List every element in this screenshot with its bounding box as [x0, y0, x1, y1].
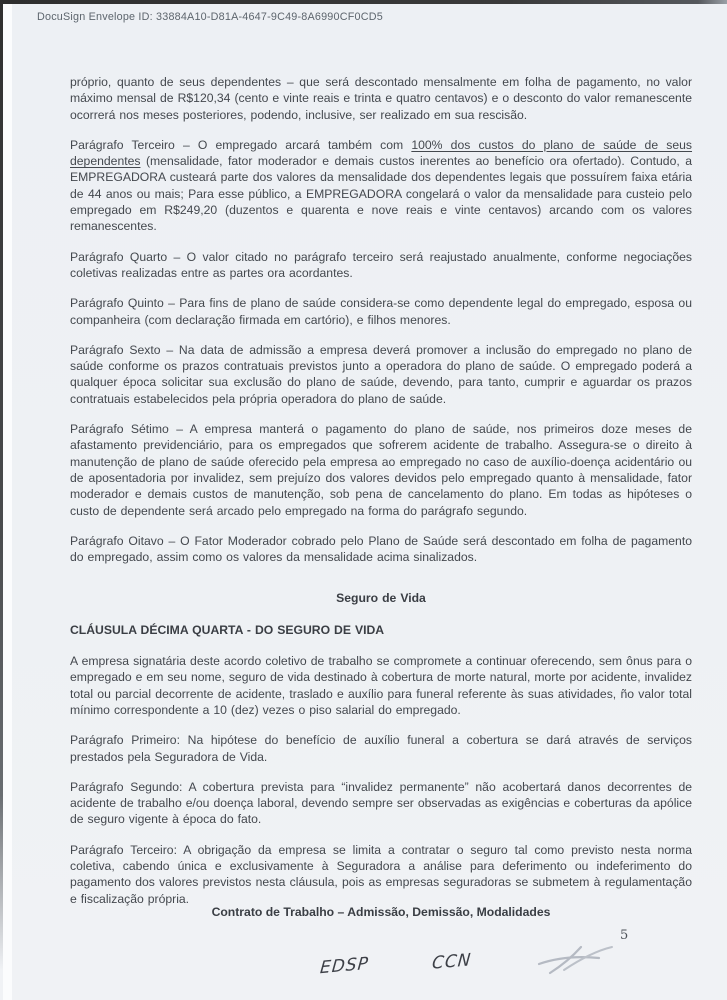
scan-edge-top	[0, 0, 727, 4]
paragrafo-quinto	[70, 295, 692, 328]
clause-heading-decima-quarta	[70, 622, 692, 638]
seguro-vida-paragrafo-segundo	[70, 779, 692, 828]
text-run: Parágrafo Sexto – Na data de admissão a empresa deverá promover a inclusão do empregado no plano de saúde conforme os prazos contratuais previstos junto a operadora do plano de saúde. O empregado poderá a qualquer época solicitar sua exclusão do plano de saúde, devendo, para tanto, cumprir e aguardar os prazos contratuais estabelecidos pela própria operadora do plano de saúde.	[70, 342, 692, 406]
page-number: 5	[620, 928, 629, 943]
handwritten-paraph-scribble-icon	[535, 942, 619, 980]
text-run: Parágrafo Sétimo – A empresa manterá o pagamento do plano de saúde, nos primeiros doze meses de afastamento previdenciário, para os empregados que sofrerem acidente de trabalho. Assegura-se o direito à manutenção de plano de saúde oferecido pela empresa ao empregado no caso de auxílio-doença acidentário ou de aposentadoria por invalidez, sem prejuízo dos valores devidos pelo empregado quanto à mensalidade, fator moderador e demais custos de manutenção, sob pena de cancelamento do plano. Em todas as hipóteses o custo de dependente será arcado pelo empregado na forma do parágrafo segundo.	[70, 422, 692, 518]
text-run: (mensalidade, fator moderador e demais custos inerentes ao benefício ora ofertado). Contudo, a EMPREGADORA custeará parte dos valores da mensalidade dos dependentes legais que possuírem faixa etária de 44 anos ou mais; Para esse público, a EMPREGADORA congelará o valor da mensalidade para custeio pelo empregado em R$249,20 (duzentos e quarenta e nove reais e vinte centavos) arcando com os valores remanescentes.	[70, 154, 692, 234]
clause-continuation-paragraph	[70, 74, 692, 123]
seguro-vida-caput	[70, 653, 692, 718]
text-run: próprio, quanto de seus dependentes – que será descontado mensalmente em folha de pagamento, no valor máximo mensal de R$120,34 (cento e vinte reais e trinta e quatro centavos) e o desconto do valor remanescente ocorrerá nos meses posteriores, podendo, inclusive, ser realizado em sua rescisão.	[70, 75, 692, 122]
scan-edge-white-strip	[3, 4, 12, 1000]
text-run: Parágrafo Quinto – Para fins de plano de saúde considera-se como dependente legal do empregado, esposa ou companheira (com declaração firmada em cartório), e filhos menores.	[70, 296, 692, 327]
document-body	[70, 74, 692, 921]
paragrafo-terceiro-plano-saude	[70, 137, 692, 235]
section-heading-seguro-de-vida	[70, 590, 692, 606]
paragrafo-oitavo	[70, 533, 692, 566]
seguro-vida-paragrafo-terceiro	[70, 842, 692, 907]
text-run: CLÁUSULA DÉCIMA QUARTA - DO SEGURO DE VIDA	[70, 622, 385, 637]
text-run: Parágrafo Terceiro – O empregado arcará também com	[70, 137, 412, 152]
text-run: Parágrafo Terceiro: A obrigação da empresa se limita a contratar o seguro tal como previsto nesta norma coletiva, cabendo única e exclusivamente à Seguradora a análise para deferimento ou indeferimento do pagamento dos valores previstos nesta cláusula, pois as empresas seguradoras se submetem à regulamentação e fiscalização própria.	[70, 842, 692, 906]
underlined-text-run: 100% dos custos do plano de saúde de seus dependentes	[70, 137, 693, 169]
text-run: A empresa signatária deste acordo coletivo de trabalho se compromete a continuar oferecendo, sem ônus para o empregado e em seu nome, seguro de vida destinado à cobertura de morte natural, morte por acidente, invalidez total ou parcial decorrente de acidente, traslado e auxílio para funeral referente às suas atividades, ño valor total mínimo correspondente a 10 (dez) vezes o piso salarial do empregado.	[70, 654, 692, 717]
handwritten-initials-edsp: EDSP	[319, 953, 370, 979]
text-run: Parágrafo Oitavo – O Fator Moderador cobrado pelo Plano de Saúde será descontado em folha de pagamento do empregado, assim como os valores da mensalidade acima sinalizados.	[70, 533, 692, 565]
handwritten-initials-ccn: CCN	[431, 950, 473, 974]
seguro-vida-paragrafo-primeiro	[70, 732, 692, 765]
footer-section-heading: Contrato de Trabalho – Admissão, Demissão, Modalidades	[211, 905, 551, 919]
paragrafo-quarto	[70, 249, 692, 282]
text-run: Parágrafo Quarto – O valor citado no parágrafo terceiro será reajustado anualmente, conforme negociações coletivas realizadas entre as partes ora acordantes.	[70, 249, 692, 280]
docusign-envelope-id: DocuSign Envelope ID: 33884A10-D81A-4647-9C49-8A6990CF0CD5	[37, 11, 383, 23]
text-run: Seguro de Vida	[336, 591, 426, 606]
paragrafo-sexto	[70, 342, 692, 407]
paragrafo-setimo	[70, 421, 692, 519]
text-run: Parágrafo Primeiro: Na hipótese do benefício de auxílio funeral a cobertura se dará através de serviços prestados pela Seguradora de Vida.	[70, 733, 692, 764]
text-run: Parágrafo Segundo: A cobertura prevista para “invalidez permanente” não acobertará danos decorrentes de acidente de trabalho e/ou doença laboral, devendo sempre ser observadas as exigências e coberturas da apólice de seguro vigente à época do fato.	[70, 779, 692, 827]
